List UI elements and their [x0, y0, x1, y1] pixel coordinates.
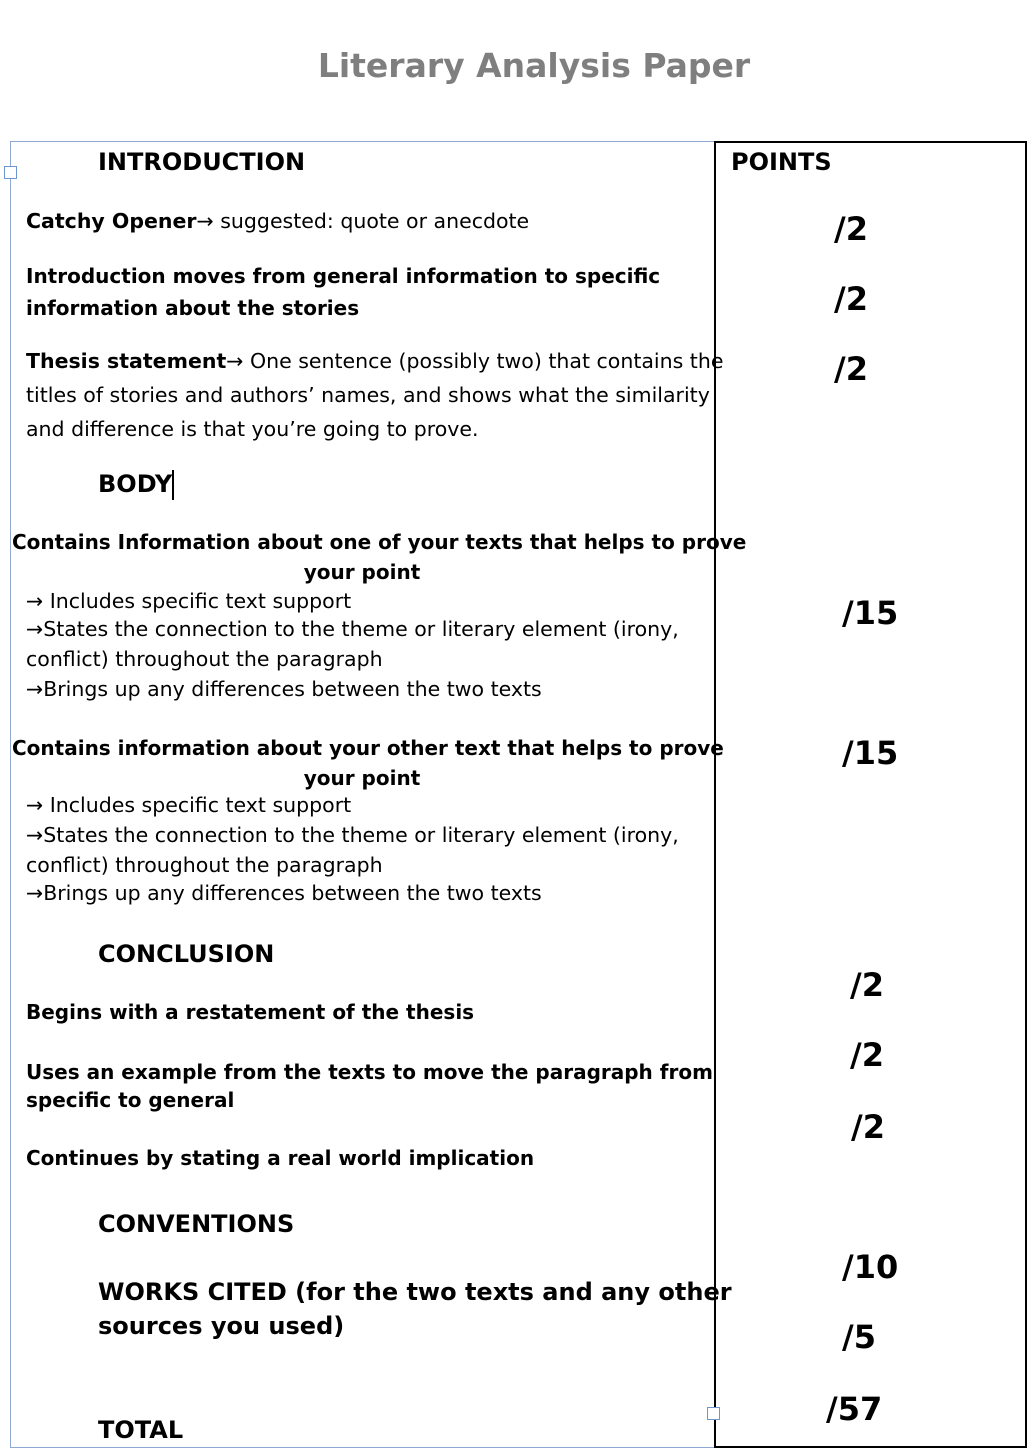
body-p1-bullet-2-line1: →States the connection to the theme or literary element (irony, — [26, 617, 679, 641]
points-total: /57 — [826, 1390, 883, 1428]
body-p2-bullet-2-line1: →States the connection to the theme or literary element (irony, — [26, 823, 679, 847]
table-resize-handle[interactable] — [707, 1407, 720, 1420]
thesis-criterion-line1: Thesis statement→ One sentence (possibly two) that contains the — [26, 349, 724, 373]
points-implication: /2 — [851, 1108, 885, 1146]
conclusion-example-criterion-line2: specific to general — [26, 1088, 235, 1112]
thesis-criterion-line2: titles of stories and authors’ names, and shows what the similarity — [26, 383, 710, 407]
points-heading: POINTS — [731, 148, 832, 176]
body-p2-heading-line1: Contains information about your other text that helps to prove — [12, 736, 724, 760]
points-works-cited: /5 — [842, 1318, 876, 1356]
body-p2-heading-line2: your point — [303, 766, 421, 790]
catchy-opener-criterion: Catchy Opener→ suggested: quote or anecdote — [26, 209, 530, 233]
body-heading: BODY — [98, 470, 173, 498]
body-p1-heading-line2: your point — [303, 560, 421, 584]
conclusion-heading: CONCLUSION — [98, 940, 275, 968]
points-restate: /2 — [850, 966, 884, 1004]
thesis-criterion-line3: and difference is that you’re going to prove. — [26, 417, 479, 441]
total-heading: TOTAL — [98, 1416, 184, 1444]
points-body-2: /15 — [842, 734, 899, 772]
body-p1-bullet-3: →Brings up any differences between the two texts — [26, 677, 542, 701]
points-intro-moves: /2 — [834, 280, 868, 318]
body-p2-bullet-2-line2: conflict) throughout the paragraph — [26, 853, 383, 877]
conventions-heading: CONVENTIONS — [98, 1210, 295, 1238]
works-cited-heading-line1: WORKS CITED (for the two texts and any other — [98, 1278, 732, 1306]
table-move-handle[interactable] — [4, 166, 17, 179]
points-body-1: /15 — [842, 594, 899, 632]
works-cited-heading-line2: sources you used) — [98, 1312, 345, 1340]
points-conventions: /10 — [842, 1248, 899, 1286]
body-p2-bullet-1: → Includes specific text support — [26, 793, 352, 817]
page-title: Literary Analysis Paper — [317, 46, 751, 85]
points-opener: /2 — [834, 210, 868, 248]
intro-moves-criterion-line1: Introduction moves from general information to specific — [26, 264, 661, 288]
body-p2-bullet-3: →Brings up any differences between the two texts — [26, 881, 542, 905]
intro-moves-criterion-line2: information about the stories — [26, 296, 360, 320]
points-example: /2 — [850, 1036, 884, 1074]
body-p1-heading-line1: Contains Information about one of your texts that helps to prove — [12, 530, 747, 554]
body-p1-bullet-1: → Includes specific text support — [26, 589, 352, 613]
text-cursor — [172, 470, 174, 500]
conclusion-restate-criterion: Begins with a restatement of the thesis — [26, 1000, 475, 1024]
introduction-heading: INTRODUCTION — [98, 148, 306, 176]
points-thesis: /2 — [834, 350, 868, 388]
body-p1-bullet-2-line2: conflict) throughout the paragraph — [26, 647, 383, 671]
conclusion-implication-criterion: Continues by stating a real world implication — [26, 1146, 535, 1170]
conclusion-example-criterion-line1: Uses an example from the texts to move the paragraph from — [26, 1060, 713, 1084]
